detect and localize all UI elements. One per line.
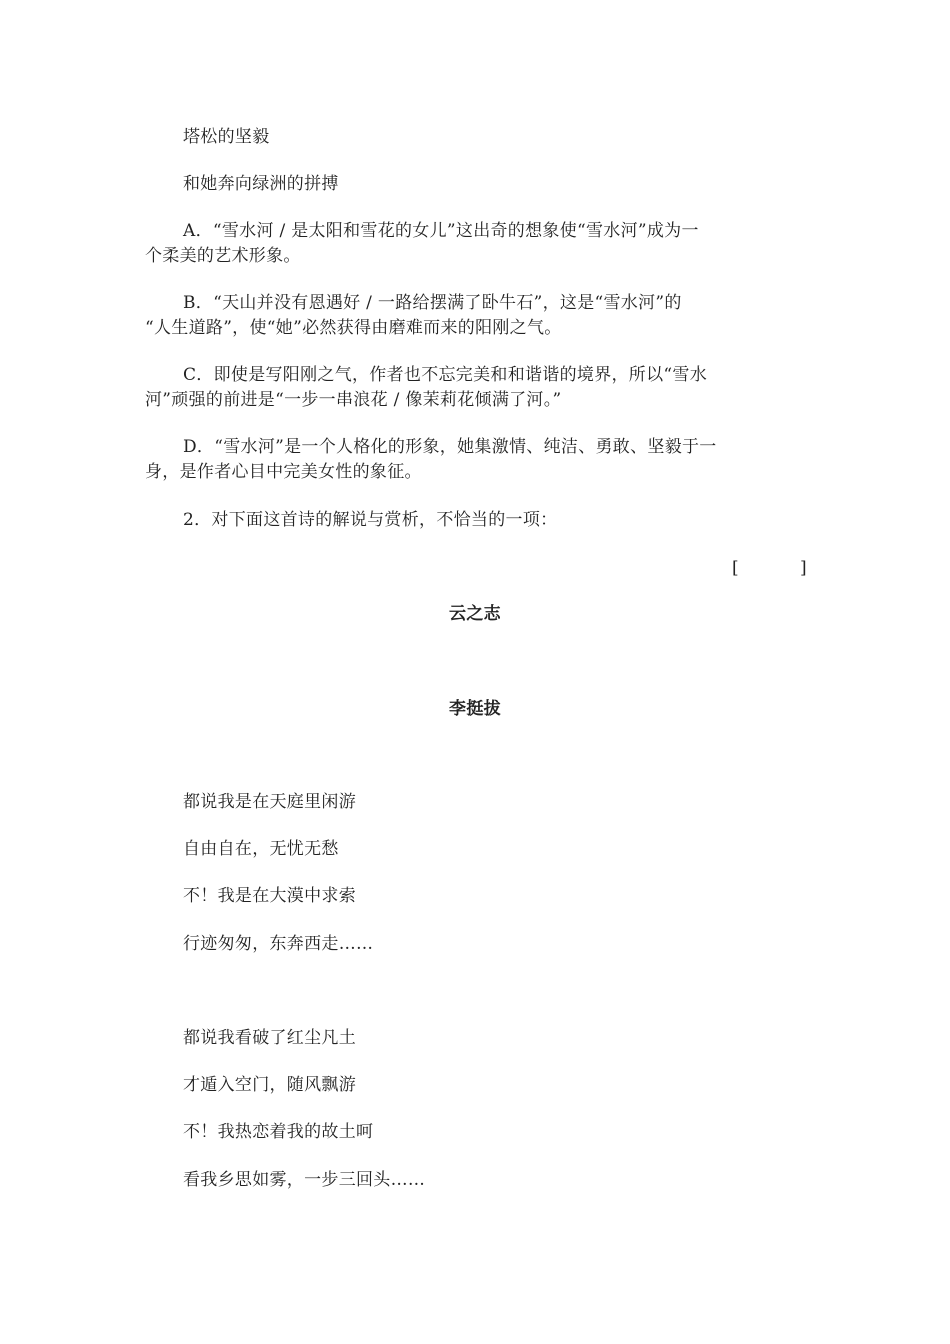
option-b-line-1: B．“天山并没有恩遇好 / 一路给摆满了卧牛石”，这是“雪水河”的 xyxy=(183,293,682,313)
option-c-line-1: C．即使是写阳刚之气，作者也不忘完美和和谐谐的境界，所以“雪水 xyxy=(183,365,707,385)
poem-stanza1-line-1: 都说我是在天庭里闲游 xyxy=(183,792,356,812)
answer-bracket-close: ] xyxy=(800,558,807,578)
option-d-line-2: 身，是作者心目中完美女性的象征。 xyxy=(145,462,422,482)
option-b-line-2: “人生道路”，使“她”必然获得由磨难而来的阳刚之气。 xyxy=(145,318,562,338)
poem-author: 李挺拔 xyxy=(449,699,501,719)
question-2: 2．对下面这首诗的解说与赏析，不恰当的一项： xyxy=(183,510,558,530)
poem-stanza1-line-3: 不！我是在大漠中求索 xyxy=(183,886,356,906)
answer-bracket-open: [ xyxy=(732,558,739,578)
option-c-line-2: 河”顽强的前进是“一步一串浪花 / 像茉莉花倾满了河。” xyxy=(145,390,562,410)
lead-line-1: 塔松的坚毅 xyxy=(183,127,270,147)
poem-stanza1-line-4: 行迹匆匆，东奔西走…… xyxy=(183,934,374,954)
option-a-line-2: 个柔美的艺术形象。 xyxy=(145,246,301,266)
poem-title: 云之志 xyxy=(449,604,501,624)
poem-stanza2-line-2: 才遁入空门，随风飘游 xyxy=(183,1075,356,1095)
poem-stanza1-line-2: 自由自在，无忧无愁 xyxy=(183,839,339,859)
option-a-line-1: A．“雪水河 / 是太阳和雪花的女儿”这出奇的想象使“雪水河”成为一 xyxy=(183,221,699,241)
poem-stanza2-line-1: 都说我看破了红尘凡土 xyxy=(183,1028,356,1048)
lead-line-2: 和她奔向绿洲的拼搏 xyxy=(183,174,339,194)
poem-stanza2-line-4: 看我乡思如雾，一步三回头…… xyxy=(183,1170,426,1190)
poem-stanza2-line-3: 不！我热恋着我的故土呵 xyxy=(183,1122,374,1142)
option-d-line-1: D．“雪水河”是一个人格化的形象，她集激情、纯洁、勇敢、坚毅于一 xyxy=(183,437,717,457)
